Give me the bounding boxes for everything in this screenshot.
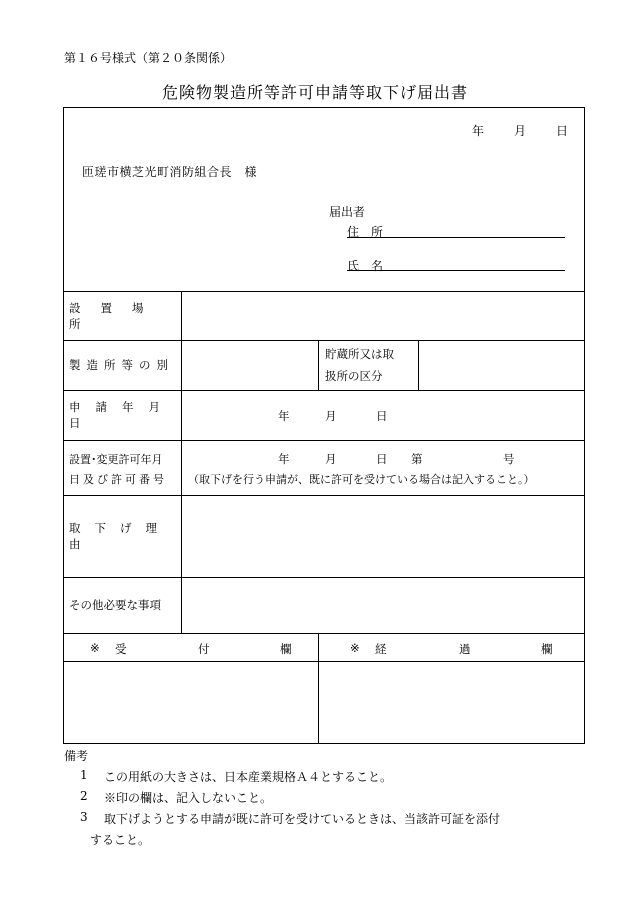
facility-class-label-line1: 貯蔵所又は取 [325,347,394,361]
facility-class-field[interactable] [419,341,584,389]
location-label-text: 設置場所 [69,300,164,331]
other-label-text: その他必要な事項 [69,598,161,612]
permit-go: 号 [503,452,515,466]
facility-class-label-line2: 扱所の区分 [325,369,383,383]
progress-char-1: 経 [375,642,387,656]
rule-other [63,633,585,634]
form-title: 危険物製造所等許可申請等取下げ届出書 [161,83,468,102]
progress-mark: ※ [350,641,360,655]
other-field[interactable] [182,578,584,632]
reception-mark: ※ [90,641,100,655]
facility-type-field[interactable] [182,341,317,389]
permit-month: 月 [325,452,337,466]
reception-char-1: 受 [115,642,127,656]
name-label: 氏 名 [347,259,384,273]
date-year-label: 年 [472,124,485,138]
reception-area [64,662,317,743]
note-2-num: 2 [80,789,88,803]
reception-char-2: 付 [198,642,210,656]
facility-type-label-text: 製造所等の別 [69,358,174,372]
address-field[interactable] [347,237,565,238]
applicant-label: 届出者 [329,205,366,219]
note-1-text: この用紙の大きさは、日本産業規格Ａ４とすること。 [104,770,393,784]
note-3-num: 3 [80,810,88,824]
permit-day: 日 [376,452,388,466]
location-field[interactable] [182,292,584,339]
date-day-label: 日 [556,124,569,138]
facility-type-label [64,340,181,390]
address-label: 住 所 [347,225,384,239]
progress-char-3: 欄 [541,642,553,656]
date-month-label: 月 [514,124,527,138]
permit-label-line1: 設置･変更許可年月 [69,453,163,466]
note-3-text: 取下げようとする申請が既に許可を受けているときは、当該許可証を添付 [104,812,501,826]
form-number: 第１６号様式（第２０条関係） [64,51,233,65]
note-2-text: ※印の欄は、記入しないこと。 [104,791,273,805]
reason-label [64,495,181,577]
appdate-month: 月 [325,409,337,423]
application-date-label-text: 申請年月日 [69,400,175,430]
other-label [64,577,181,633]
reason-label-text: 取下げ理由 [69,521,171,551]
reason-field[interactable] [182,496,584,576]
rule-appdate [63,440,585,441]
permit-year: 年 [278,452,290,466]
rule-facility-mid [318,340,319,390]
permit-note: （取下げを行う申請が、既に許可を受けている場合は記入すること。） [188,473,535,486]
note-1-num: 1 [80,768,88,782]
application-date-label [64,390,181,440]
notes-heading: 備考 [64,749,89,763]
progress-area [319,662,584,743]
name-field[interactable] [347,270,565,271]
progress-char-2: 過 [459,642,471,656]
appdate-day: 日 [376,409,388,423]
permit-label-line2: 日及び許可番号 [69,473,167,486]
addressee: 匝瑳市横芝光町消防組合長 様 [82,165,258,179]
reception-char-3: 欄 [280,642,292,656]
appdate-year: 年 [278,409,290,423]
location-label [64,291,181,340]
permit-dai: 第 [411,452,423,466]
note-3-continuation: すること。 [90,833,151,847]
